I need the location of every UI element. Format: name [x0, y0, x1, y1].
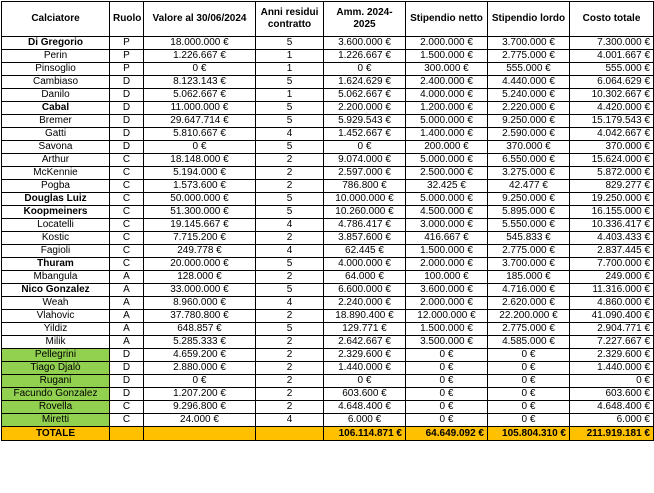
table-row — [2, 89, 654, 102]
cell-costo: 603.600 € — [570, 388, 654, 401]
cell-anni: 1 — [256, 89, 324, 102]
cell-amm: 0 € — [324, 63, 406, 76]
cell-amm: 129.771 € — [324, 323, 406, 336]
cell-lordo: 0 € — [488, 414, 570, 427]
cell-netto: 3.600.000 € — [406, 284, 488, 297]
cell-ruolo: D — [110, 102, 144, 115]
total-costo: 211.919.181 € — [570, 427, 654, 441]
cell-valore: 5.285.333 € — [144, 336, 256, 349]
header-costo: Costo totale — [570, 2, 654, 37]
cell-netto: 100.000 € — [406, 271, 488, 284]
total-row — [2, 427, 654, 441]
cell-amm: 2.200.000 € — [324, 102, 406, 115]
cell-amm: 6.000 € — [324, 414, 406, 427]
cell-costo: 2.904.771 € — [570, 323, 654, 336]
cell-netto: 0 € — [406, 414, 488, 427]
cell-costo: 4.042.667 € — [570, 128, 654, 141]
cell-calciatore: Weah — [2, 297, 110, 310]
table-row — [2, 206, 654, 219]
cell-costo: 10.302.667 € — [570, 89, 654, 102]
cell-calciatore: Arthur — [2, 154, 110, 167]
cell-calciatore: Bremer — [2, 115, 110, 128]
cell-calciatore: Kostic — [2, 232, 110, 245]
cell-ruolo: A — [110, 323, 144, 336]
cell-amm: 64.000 € — [324, 271, 406, 284]
cell-ruolo: P — [110, 63, 144, 76]
cell-anni: 1 — [256, 50, 324, 63]
cell-lordo: 2.620.000 € — [488, 297, 570, 310]
cell-valore: 1.226.667 € — [144, 50, 256, 63]
table-row — [2, 284, 654, 297]
cell-netto: 12.000.000 € — [406, 310, 488, 323]
cell-lordo: 2.220.000 € — [488, 102, 570, 115]
cell-valore: 1.207.200 € — [144, 388, 256, 401]
cell-ruolo: A — [110, 297, 144, 310]
cell-costo: 15.179.543 € — [570, 115, 654, 128]
cell-costo: 7.300.000 € — [570, 37, 654, 50]
cell-costo: 4.420.000 € — [570, 102, 654, 115]
total-lordo: 105.804.310 € — [488, 427, 570, 441]
table-row — [2, 154, 654, 167]
header-valore: Valore al 30/06/2024 — [144, 2, 256, 37]
cell-calciatore: Di Gregorio — [2, 37, 110, 50]
cell-netto: 2.000.000 € — [406, 297, 488, 310]
cell-calciatore: Fagioli — [2, 245, 110, 258]
cell-ruolo: A — [110, 284, 144, 297]
table-row — [2, 76, 654, 89]
cell-anni: 5 — [256, 141, 324, 154]
cell-ruolo: C — [110, 245, 144, 258]
cell-calciatore: Gatti — [2, 128, 110, 141]
cell-amm: 603.600 € — [324, 388, 406, 401]
cell-costo: 1.440.000 € — [570, 362, 654, 375]
table-row — [2, 128, 654, 141]
header-calciatore: Calciatore — [2, 2, 110, 37]
cell-anni: 5 — [256, 115, 324, 128]
cell-ruolo: P — [110, 37, 144, 50]
cell-ruolo: A — [110, 336, 144, 349]
cell-calciatore: Savona — [2, 141, 110, 154]
cell-amm: 3.857.600 € — [324, 232, 406, 245]
cell-netto: 1.500.000 € — [406, 323, 488, 336]
cell-anni: 2 — [256, 180, 324, 193]
cell-anni: 5 — [256, 323, 324, 336]
cell-ruolo: D — [110, 141, 144, 154]
cell-valore: 9.296.800 € — [144, 401, 256, 414]
table-row — [2, 63, 654, 76]
cell-calciatore: Rugani — [2, 375, 110, 388]
cell-valore: 249.778 € — [144, 245, 256, 258]
cell-netto: 1.500.000 € — [406, 245, 488, 258]
cell-netto: 2.000.000 € — [406, 37, 488, 50]
cell-ruolo: P — [110, 50, 144, 63]
cell-lordo: 0 € — [488, 388, 570, 401]
cell-anni: 1 — [256, 63, 324, 76]
cell-calciatore: Milik — [2, 336, 110, 349]
cell-anni: 2 — [256, 154, 324, 167]
table-row — [2, 362, 654, 375]
header-anni: Anni residui contratto — [256, 2, 324, 37]
cell-netto: 4.500.000 € — [406, 206, 488, 219]
cell-valore: 648.857 € — [144, 323, 256, 336]
cell-ruolo: C — [110, 414, 144, 427]
cell-valore: 51.300.000 € — [144, 206, 256, 219]
cell-valore: 33.000.000 € — [144, 284, 256, 297]
cell-ruolo: D — [110, 375, 144, 388]
cell-amm: 6.600.000 € — [324, 284, 406, 297]
cell-ruolo: C — [110, 401, 144, 414]
cell-amm: 0 € — [324, 141, 406, 154]
cell-lordo: 5.550.000 € — [488, 219, 570, 232]
salary-table — [1, 1, 654, 441]
cell-valore: 1.573.600 € — [144, 180, 256, 193]
cell-calciatore: Rovella — [2, 401, 110, 414]
cell-ruolo: C — [110, 193, 144, 206]
cell-costo: 16.155.000 € — [570, 206, 654, 219]
cell-lordo: 0 € — [488, 349, 570, 362]
cell-amm: 62.445 € — [324, 245, 406, 258]
cell-ruolo: C — [110, 232, 144, 245]
cell-valore: 5.062.667 € — [144, 89, 256, 102]
cell-netto: 0 € — [406, 362, 488, 375]
cell-ruolo: D — [110, 115, 144, 128]
cell-amm: 1.624.629 € — [324, 76, 406, 89]
cell-netto: 3.500.000 € — [406, 336, 488, 349]
cell-valore: 20.000.000 € — [144, 258, 256, 271]
cell-ruolo: D — [110, 388, 144, 401]
table-row — [2, 310, 654, 323]
cell-lordo: 3.275.000 € — [488, 167, 570, 180]
table-row — [2, 141, 654, 154]
cell-lordo: 185.000 € — [488, 271, 570, 284]
cell-lordo: 370.000 € — [488, 141, 570, 154]
table-row — [2, 414, 654, 427]
table-row — [2, 50, 654, 63]
cell-netto: 416.667 € — [406, 232, 488, 245]
table-row — [2, 180, 654, 193]
cell-amm: 10.000.000 € — [324, 193, 406, 206]
cell-valore: 5.194.000 € — [144, 167, 256, 180]
cell-ruolo: D — [110, 89, 144, 102]
cell-ruolo: C — [110, 206, 144, 219]
cell-calciatore: Danilo — [2, 89, 110, 102]
total-label: TOTALE — [2, 427, 110, 441]
cell-valore: 37.780.800 € — [144, 310, 256, 323]
cell-anni: 4 — [256, 297, 324, 310]
cell-costo: 7.700.000 € — [570, 258, 654, 271]
cell-anni: 2 — [256, 362, 324, 375]
table-row — [2, 115, 654, 128]
table-row — [2, 388, 654, 401]
table-row — [2, 271, 654, 284]
cell-amm: 786.800 € — [324, 180, 406, 193]
cell-amm: 4.648.400 € — [324, 401, 406, 414]
cell-anni: 2 — [256, 349, 324, 362]
cell-ruolo: D — [110, 128, 144, 141]
cell-netto: 2.500.000 € — [406, 167, 488, 180]
table-row — [2, 349, 654, 362]
cell-valore: 19.145.667 € — [144, 219, 256, 232]
cell-valore: 0 € — [144, 141, 256, 154]
cell-netto: 2.400.000 € — [406, 76, 488, 89]
cell-valore: 4.659.200 € — [144, 349, 256, 362]
cell-lordo: 0 € — [488, 401, 570, 414]
cell-lordo: 2.775.000 € — [488, 323, 570, 336]
cell-amm: 5.929.543 € — [324, 115, 406, 128]
cell-calciatore: McKennie — [2, 167, 110, 180]
cell-calciatore: Douglas Luiz — [2, 193, 110, 206]
cell-costo: 4.648.400 € — [570, 401, 654, 414]
header-ruolo: Ruolo — [110, 2, 144, 37]
cell-amm: 1.440.000 € — [324, 362, 406, 375]
cell-amm: 9.074.000 € — [324, 154, 406, 167]
cell-anni: 5 — [256, 76, 324, 89]
cell-netto: 0 € — [406, 388, 488, 401]
cell-anni: 2 — [256, 375, 324, 388]
header-amm: Amm. 2024-2025 — [324, 2, 406, 37]
cell-anni: 5 — [256, 102, 324, 115]
cell-amm: 2.329.600 € — [324, 349, 406, 362]
cell-costo: 2.837.445 € — [570, 245, 654, 258]
cell-netto: 0 € — [406, 401, 488, 414]
cell-netto: 5.000.000 € — [406, 154, 488, 167]
cell-amm: 4.786.417 € — [324, 219, 406, 232]
cell-valore: 11.000.000 € — [144, 102, 256, 115]
cell-netto: 4.000.000 € — [406, 89, 488, 102]
cell-ruolo: C — [110, 219, 144, 232]
header-lordo: Stipendio lordo — [488, 2, 570, 37]
cell-lordo: 4.716.000 € — [488, 284, 570, 297]
cell-anni: 5 — [256, 193, 324, 206]
cell-calciatore: Perin — [2, 50, 110, 63]
cell-anni: 4 — [256, 128, 324, 141]
total-empty-cell — [256, 427, 324, 441]
cell-costo: 10.336.417 € — [570, 219, 654, 232]
cell-netto: 1.200.000 € — [406, 102, 488, 115]
table-row — [2, 232, 654, 245]
cell-calciatore: Facundo Gonzalez — [2, 388, 110, 401]
cell-ruolo: A — [110, 310, 144, 323]
cell-netto: 200.000 € — [406, 141, 488, 154]
cell-calciatore: Locatelli — [2, 219, 110, 232]
cell-lordo: 6.550.000 € — [488, 154, 570, 167]
header-netto: Stipendio netto — [406, 2, 488, 37]
cell-valore: 0 € — [144, 63, 256, 76]
cell-anni: 2 — [256, 401, 324, 414]
cell-costo: 4.403.433 € — [570, 232, 654, 245]
cell-lordo: 0 € — [488, 375, 570, 388]
cell-lordo: 22.200.000 € — [488, 310, 570, 323]
cell-amm: 0 € — [324, 375, 406, 388]
table-row — [2, 219, 654, 232]
cell-amm: 2.642.667 € — [324, 336, 406, 349]
cell-netto: 2.000.000 € — [406, 258, 488, 271]
table-row — [2, 258, 654, 271]
cell-valore: 29.647.714 € — [144, 115, 256, 128]
cell-lordo: 4.440.000 € — [488, 76, 570, 89]
cell-calciatore: Miretti — [2, 414, 110, 427]
cell-lordo: 3.700.000 € — [488, 37, 570, 50]
cell-anni: 5 — [256, 258, 324, 271]
cell-costo: 6.064.629 € — [570, 76, 654, 89]
cell-amm: 10.260.000 € — [324, 206, 406, 219]
table-row — [2, 245, 654, 258]
total-netto: 64.649.092 € — [406, 427, 488, 441]
cell-costo: 6.000 € — [570, 414, 654, 427]
cell-ruolo: C — [110, 180, 144, 193]
cell-valore: 7.715.200 € — [144, 232, 256, 245]
table-body — [2, 37, 654, 427]
cell-valore: 0 € — [144, 375, 256, 388]
cell-anni: 2 — [256, 388, 324, 401]
cell-costo: 4.001.667 € — [570, 50, 654, 63]
cell-valore: 18.000.000 € — [144, 37, 256, 50]
cell-anni: 2 — [256, 271, 324, 284]
table-row — [2, 37, 654, 50]
cell-netto: 300.000 € — [406, 63, 488, 76]
cell-calciatore: Pellegrini — [2, 349, 110, 362]
cell-lordo: 555.000 € — [488, 63, 570, 76]
cell-calciatore: Pinsoglio — [2, 63, 110, 76]
cell-valore: 8.123.143 € — [144, 76, 256, 89]
cell-anni: 5 — [256, 37, 324, 50]
table-row — [2, 336, 654, 349]
cell-valore: 18.148.000 € — [144, 154, 256, 167]
cell-lordo: 3.700.000 € — [488, 258, 570, 271]
cell-lordo: 2.775.000 € — [488, 245, 570, 258]
cell-netto: 32.425 € — [406, 180, 488, 193]
total-empty-cell — [144, 427, 256, 441]
cell-netto: 1.400.000 € — [406, 128, 488, 141]
cell-costo: 4.860.000 € — [570, 297, 654, 310]
cell-calciatore: Mbangula — [2, 271, 110, 284]
cell-calciatore: Pogba — [2, 180, 110, 193]
cell-costo: 370.000 € — [570, 141, 654, 154]
cell-amm: 4.000.000 € — [324, 258, 406, 271]
table-row — [2, 193, 654, 206]
cell-ruolo: D — [110, 76, 144, 89]
cell-calciatore: Cabal — [2, 102, 110, 115]
cell-costo: 829.277 € — [570, 180, 654, 193]
cell-calciatore: Vlahovic — [2, 310, 110, 323]
table-row — [2, 375, 654, 388]
cell-netto: 3.000.000 € — [406, 219, 488, 232]
cell-anni: 2 — [256, 336, 324, 349]
cell-lordo: 5.895.000 € — [488, 206, 570, 219]
cell-netto: 1.500.000 € — [406, 50, 488, 63]
cell-costo: 249.000 € — [570, 271, 654, 284]
cell-costo: 41.090.400 € — [570, 310, 654, 323]
cell-lordo: 42.477 € — [488, 180, 570, 193]
cell-netto: 0 € — [406, 375, 488, 388]
cell-anni: 5 — [256, 284, 324, 297]
cell-costo: 0 € — [570, 375, 654, 388]
cell-calciatore: Koopmeiners — [2, 206, 110, 219]
cell-anni: 4 — [256, 219, 324, 232]
cell-anni: 2 — [256, 232, 324, 245]
cell-calciatore: Yildiz — [2, 323, 110, 336]
cell-anni: 2 — [256, 167, 324, 180]
cell-amm: 3.600.000 € — [324, 37, 406, 50]
cell-amm: 2.240.000 € — [324, 297, 406, 310]
cell-ruolo: D — [110, 362, 144, 375]
cell-ruolo: A — [110, 271, 144, 284]
cell-amm: 5.062.667 € — [324, 89, 406, 102]
cell-lordo: 2.590.000 € — [488, 128, 570, 141]
table-row — [2, 297, 654, 310]
cell-anni: 2 — [256, 310, 324, 323]
cell-valore: 128.000 € — [144, 271, 256, 284]
table-row — [2, 102, 654, 115]
cell-costo: 11.316.000 € — [570, 284, 654, 297]
cell-amm: 18.890.400 € — [324, 310, 406, 323]
total-amm: 106.114.871 € — [324, 427, 406, 441]
cell-amm: 2.597.000 € — [324, 167, 406, 180]
cell-valore: 5.810.667 € — [144, 128, 256, 141]
cell-anni: 5 — [256, 206, 324, 219]
total-empty-cell — [110, 427, 144, 441]
cell-lordo: 5.240.000 € — [488, 89, 570, 102]
cell-costo: 555.000 € — [570, 63, 654, 76]
cell-ruolo: D — [110, 349, 144, 362]
cell-anni: 4 — [256, 414, 324, 427]
cell-anni: 4 — [256, 245, 324, 258]
cell-ruolo: C — [110, 154, 144, 167]
cell-ruolo: C — [110, 258, 144, 271]
table-row — [2, 167, 654, 180]
cell-calciatore: Thuram — [2, 258, 110, 271]
cell-lordo: 545.833 € — [488, 232, 570, 245]
header-row — [2, 2, 654, 37]
cell-calciatore: Nico Gonzalez — [2, 284, 110, 297]
cell-costo: 7.227.667 € — [570, 336, 654, 349]
table-row — [2, 323, 654, 336]
table-row — [2, 401, 654, 414]
cell-lordo: 9.250.000 € — [488, 115, 570, 128]
cell-netto: 0 € — [406, 349, 488, 362]
cell-valore: 24.000 € — [144, 414, 256, 427]
cell-costo: 2.329.600 € — [570, 349, 654, 362]
cell-costo: 15.624.000 € — [570, 154, 654, 167]
cell-netto: 5.000.000 € — [406, 193, 488, 206]
cell-netto: 5.000.000 € — [406, 115, 488, 128]
cell-valore: 2.880.000 € — [144, 362, 256, 375]
cell-costo: 19.250.000 € — [570, 193, 654, 206]
cell-valore: 50.000.000 € — [144, 193, 256, 206]
cell-ruolo: C — [110, 167, 144, 180]
cell-amm: 1.452.667 € — [324, 128, 406, 141]
cell-lordo: 0 € — [488, 362, 570, 375]
cell-calciatore: Cambiaso — [2, 76, 110, 89]
cell-lordo: 9.250.000 € — [488, 193, 570, 206]
cell-amm: 1.226.667 € — [324, 50, 406, 63]
cell-costo: 5.872.000 € — [570, 167, 654, 180]
cell-calciatore: Tiago Djalò — [2, 362, 110, 375]
cell-lordo: 2.775.000 € — [488, 50, 570, 63]
cell-lordo: 4.585.000 € — [488, 336, 570, 349]
cell-valore: 8.960.000 € — [144, 297, 256, 310]
